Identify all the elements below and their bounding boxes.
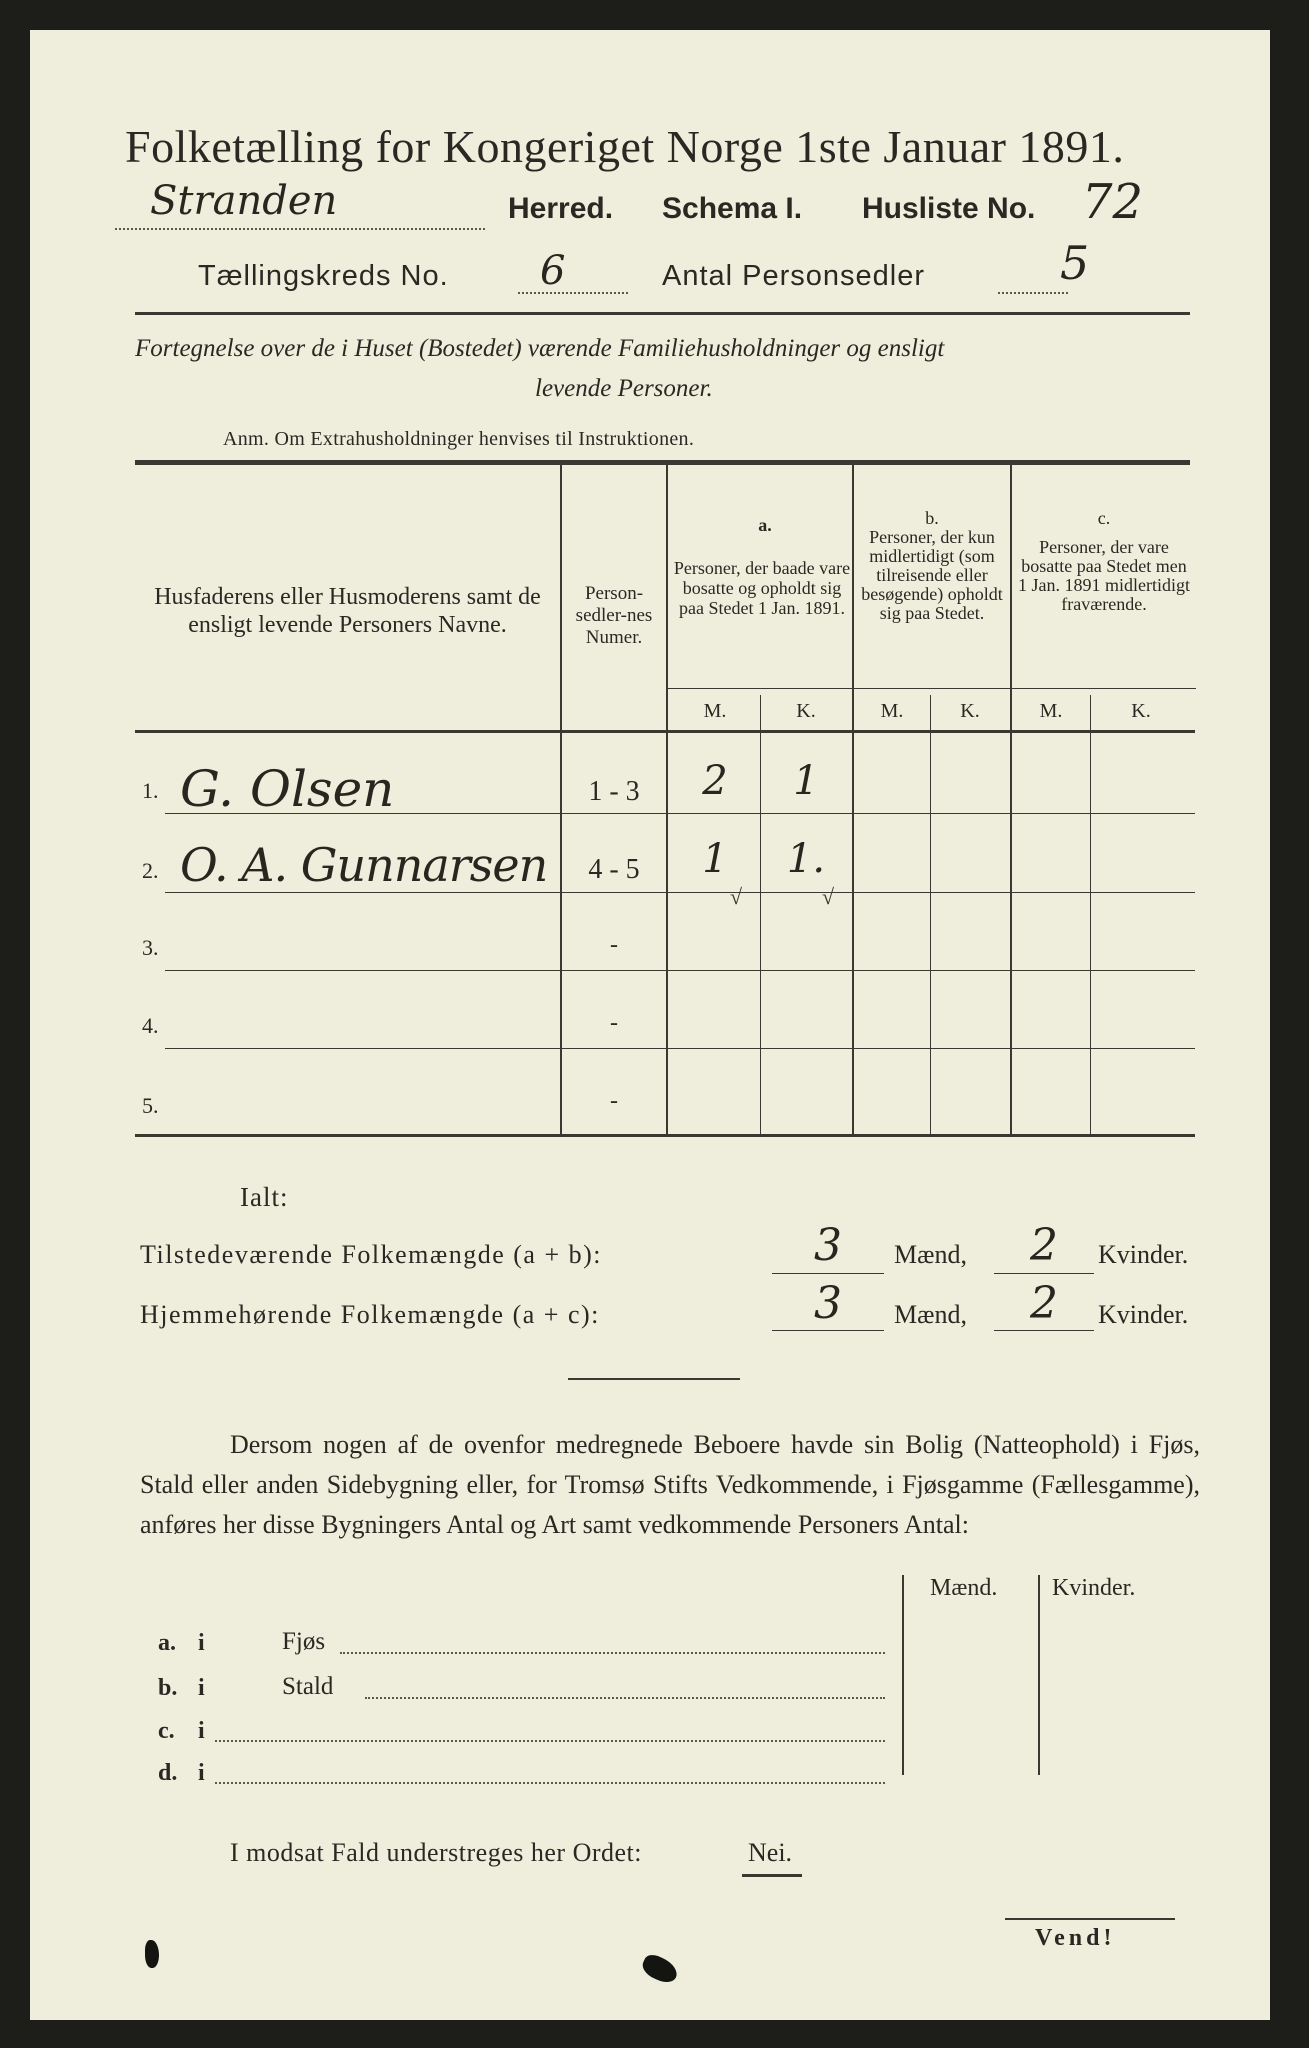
table-row-2-num: 4 - 5: [588, 854, 640, 885]
row-2-am-check: √: [730, 884, 743, 909]
buildings-row-c-i: i: [198, 1718, 205, 1744]
schema-label: Schema I.: [662, 192, 803, 225]
totals-line1-label: Tilstedeværende Folkemængde (a + b):: [140, 1240, 602, 1269]
buildings-row-b-letter: b.: [158, 1675, 178, 1701]
footer-nei-underline: [742, 1874, 802, 1877]
buildings-row-d-i: i: [198, 1760, 205, 1786]
buildings-paragraph: Dersom nogen af de ovenfor medregnede Beboere havde sin Bolig (Natteophold) i Fjøs, Stald eller anden Sidebygning eller, for Tromsø Stifts Vedkommende, i Fjøsgamme (Fællesgamme), anføres her disse Bygningers Antal og Art samt vedkommende Personers Antal:: [140, 1430, 1200, 1539]
table-row-5-num: -: [610, 1088, 618, 1114]
subtitle-line2: levende Personer.: [535, 375, 713, 402]
form-title: Folketælling for Kongeriget Norge 1ste Januar 1891.: [125, 121, 1125, 172]
footer-text: I modsat Fald understreges her Ordet:: [230, 1838, 643, 1867]
col-a-k: K.: [796, 700, 816, 722]
table-row-3-number: 3.: [142, 935, 159, 960]
table-row-2-name: O. A. Gunnarsen: [180, 838, 548, 892]
col-c-k: K.: [1131, 700, 1151, 722]
col-a-m: M.: [703, 700, 727, 722]
col-divider-bm-bk: [930, 695, 931, 1135]
buildings-row-d-letter: d.: [158, 1760, 178, 1786]
buildings-col-divider-2: [1038, 1575, 1040, 1775]
col-header-c-letter: c.: [1097, 508, 1111, 528]
table-row-2-number: 2.: [142, 858, 159, 883]
husliste-value: 72: [1082, 174, 1144, 230]
husliste-label: Husliste No.: [862, 192, 1036, 225]
kreds-value: 6: [540, 248, 566, 294]
note: Anm. Om Extrahusholdninger henvises til Instruktionen.: [223, 428, 695, 450]
row-rule-3: [165, 970, 1195, 971]
buildings-row-c-dots: [215, 1740, 885, 1742]
herred-value: Stranden: [150, 178, 338, 224]
subtitle-line1: Fortegnelse over de i Huset (Bostedet) værende Familiehusholdninger og ensligt: [135, 335, 945, 362]
section-short-divider: [568, 1378, 740, 1380]
table-row-1-number: 1.: [142, 778, 159, 803]
buildings-row-a-letter: a.: [158, 1630, 176, 1656]
totals-line1-maend-word: Mænd,: [894, 1240, 967, 1269]
totals-line2-label: Hjemmehørende Folkemængde (a + c):: [140, 1300, 600, 1329]
table-bottom-rule: [135, 1134, 1195, 1137]
table-row-5-number: 5.: [142, 1093, 159, 1118]
buildings-row-a-label: Fjøs: [282, 1628, 326, 1655]
col-divider-2: [666, 465, 668, 1135]
totals-line2-maend-rule: [772, 1330, 884, 1331]
table-row-4-number: 4.: [142, 1013, 159, 1038]
col-header-name: Husfaderens eller Husmoderens samt de ensligt levende Personers Navne.: [154, 584, 541, 638]
table-row-1-ak: 1: [793, 758, 819, 804]
vend-label: Vend!: [1035, 1925, 1116, 1951]
buildings-maend-header: Mænd.: [930, 1575, 998, 1601]
herred-label: Herred.: [508, 192, 614, 225]
table-header-bottom-rule: [135, 730, 1195, 733]
ink-blot-center: [639, 1951, 681, 1986]
table-row-2-am: 1: [702, 836, 728, 882]
ink-blot-left: [145, 1940, 159, 1968]
col-divider-3: [852, 465, 854, 1135]
antal-dotted-line: [998, 292, 1068, 294]
totals-line2-kvinder-word: Kvinder.: [1098, 1300, 1189, 1329]
footer-word-nei: Nei.: [748, 1838, 793, 1867]
antal-value: 5: [1060, 236, 1090, 290]
kreds-label: Tællingskreds No.: [198, 260, 449, 292]
table-row-2-ak: 1.: [786, 836, 826, 882]
totals-line2-kvinder: 2: [1030, 1278, 1058, 1329]
col-header-a-letter: a.: [758, 515, 772, 535]
kreds-dotted-line: [518, 292, 628, 294]
col-divider-4: [1010, 465, 1012, 1135]
table-row-1-num: 1 - 3: [588, 776, 640, 807]
col-header-a-text: Personer, der baade vare bosatte og opholdt sig paa Stedet 1 Jan. 1891.: [673, 558, 851, 618]
table-row-1-am: 2: [702, 758, 728, 804]
mk-row-top-rule: [666, 688, 1196, 689]
col-header-num: Person-sedler-nes Numer.: [575, 583, 653, 648]
col-header-c-text: Personer, der vare bosatte paa Stedet men 1 Jan. 1891 midlertidigt fraværende.: [1018, 537, 1190, 614]
col-divider-cm-ck: [1090, 695, 1091, 1135]
row-rule-4: [165, 1048, 1195, 1049]
buildings-kvinder-header: Kvinder.: [1052, 1575, 1136, 1601]
header-divider: [135, 312, 1190, 315]
table-row-1-name: G. Olsen: [180, 760, 395, 818]
row-2-ak-check: √: [822, 884, 835, 909]
col-c-m: M.: [1039, 700, 1063, 722]
totals-line2-maend-word: Mænd,: [894, 1300, 967, 1329]
table-top-rule: [135, 460, 1190, 465]
totals-line1-maend-rule: [772, 1273, 884, 1274]
antal-label: Antal Personsedler: [662, 260, 926, 292]
herred-dotted-line: [115, 228, 485, 230]
buildings-row-d-dots: [215, 1782, 885, 1784]
table-row-3-num: -: [610, 932, 618, 958]
buildings-row-a-i: i: [198, 1630, 205, 1656]
col-divider-1: [560, 465, 562, 1135]
ialt-label: Ialt:: [240, 1182, 289, 1212]
totals-line2-kvinder-rule: [994, 1330, 1094, 1331]
buildings-row-b-label: Stald: [282, 1673, 334, 1700]
col-b-k: K.: [960, 700, 980, 722]
buildings-row-b-i: i: [198, 1675, 205, 1701]
col-header-b-letter: b.: [925, 508, 939, 528]
totals-line2-maend: 3: [814, 1278, 842, 1329]
col-header-b-text: Personer, der kun midlertidigt (som tilreisende eller besøgende) opholdt sig paa Stedet.: [861, 527, 1003, 623]
buildings-row-a-dots: [340, 1652, 885, 1654]
table-row-4-num: -: [610, 1010, 618, 1036]
col-b-m: M.: [880, 700, 904, 722]
vend-rule: [1005, 1918, 1175, 1920]
buildings-row-c-letter: c.: [158, 1718, 175, 1744]
totals-line1-kvinder: 2: [1030, 1220, 1058, 1271]
totals-line1-maend: 3: [814, 1220, 842, 1271]
census-form-page: [30, 30, 1270, 2020]
totals-line1-kvinder-rule: [994, 1273, 1094, 1274]
buildings-row-b-dots: [365, 1697, 885, 1699]
row-rule-2: [165, 892, 1195, 893]
totals-line1-kvinder-word: Kvinder.: [1098, 1240, 1189, 1269]
buildings-col-divider-1: [902, 1575, 904, 1775]
